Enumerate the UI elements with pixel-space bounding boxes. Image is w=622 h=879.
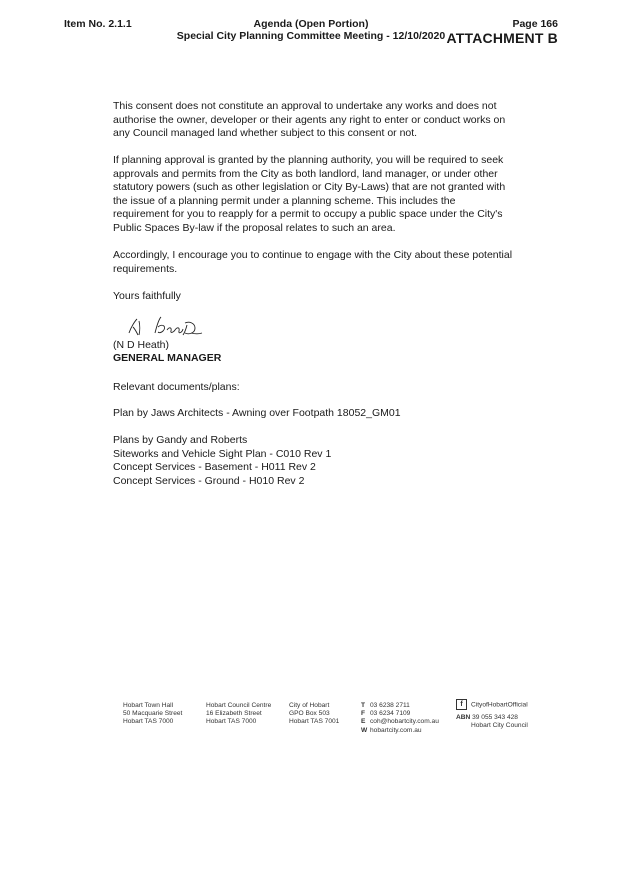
- footer-postal: [289, 702, 339, 727]
- footer-web: [361, 727, 439, 735]
- contact-value: 03 6238 2711: [370, 702, 410, 709]
- item-number: Item No. 2.1.1: [64, 18, 132, 30]
- contact-value[interactable]: coh@hobartcity.com.au: [370, 718, 439, 726]
- footer-line: GPO Box 503: [289, 710, 330, 718]
- paragraph-text: If planning approval is granted by the planning authority, you will be required to seek approvals and permits from the City as both landlord, land manager, or under other statutory powers (such as other legislation or City By-Laws) that are not granted with the issue of a planning permit under a planning scheme. This includes the requirement for you to reapply for a permit to occupy a public space under the City's Public Spaces By-law if the proposal relates to such an area.: [113, 154, 506, 234]
- signer-title: GENERAL MANAGER: [113, 352, 222, 364]
- footer-social: [456, 699, 528, 730]
- contact-key: W: [361, 726, 368, 734]
- footer-line: Hobart Town Hall: [123, 702, 174, 709]
- contact-key: F: [361, 710, 366, 718]
- attachment-label: ATTACHMENT B: [446, 30, 558, 46]
- footer-line: Hobart TAS 7001: [289, 718, 340, 726]
- abn-number: 39 055 343 428: [472, 714, 518, 721]
- page-number: Page 166: [512, 18, 558, 30]
- footer-email: [361, 718, 439, 726]
- facebook-handle: CityofHobartOfficial: [471, 701, 528, 709]
- paragraph-approvals: [113, 154, 513, 236]
- footer-line: City of Hobart: [289, 702, 330, 709]
- paragraph-engage: [113, 249, 513, 276]
- agenda-title: Agenda (Open Portion): [253, 18, 369, 30]
- plans-list: [113, 434, 513, 488]
- contact-key: T: [361, 702, 366, 709]
- footer-line: 16 Elizabeth Street: [206, 710, 262, 718]
- footer-contacts: [361, 702, 439, 735]
- footer-org: Hobart City Council: [471, 722, 528, 730]
- relevant-heading: Relevant documents/plans:: [113, 381, 240, 393]
- footer-council-centre: [206, 702, 271, 727]
- meeting-title: Special City Planning Committee Meeting - 12/10/2020: [176, 30, 446, 42]
- contact-key: E: [361, 718, 366, 726]
- abn-label: ABN: [456, 714, 471, 721]
- footer-facebook[interactable]: [456, 699, 528, 710]
- contact-value: 03 6234 7109: [370, 710, 411, 718]
- plan-jaws: Plan by Jaws Architects - Awning over Footpath 18052_GM01: [113, 407, 401, 419]
- footer-line: Hobart Council Centre: [206, 702, 272, 709]
- signer-name: (N D Heath): [113, 339, 170, 351]
- footer-line: Hobart TAS 7000: [206, 718, 257, 726]
- footer-line: Hobart TAS 7000: [123, 718, 174, 726]
- signature: [125, 313, 205, 341]
- footer-fax: [361, 710, 439, 718]
- page-info: [446, 18, 558, 46]
- contact-value[interactable]: hobartcity.com.au: [370, 726, 422, 734]
- footer-abn: [456, 714, 528, 722]
- plan-item: Concept Services - Ground - H010 Rev 2: [113, 474, 305, 487]
- plan-item: Siteworks and Vehicle Sight Plan - C010 Rev 1: [113, 447, 332, 460]
- plan-item: Concept Services - Basement - H011 Rev 2: [113, 461, 316, 474]
- plans-by: Plans by Gandy and Roberts: [113, 434, 248, 446]
- closing: Yours faithfully: [113, 290, 181, 302]
- paragraph-consent: [113, 100, 513, 141]
- footer-town-hall: [123, 702, 182, 727]
- paragraph-text: Accordingly, I encourage you to continue to engage with the City about these potential requirements.: [113, 249, 513, 275]
- footer-phone: [361, 702, 439, 710]
- facebook-icon: f: [456, 699, 467, 710]
- paragraph-text: This consent does not constitute an approval to undertake any works and does not authorise the owner, developer or their agents any right to enter or conduct works on any Council managed land whether subject to this consent or not.: [113, 100, 506, 140]
- footer-line: 50 Macquarie Street: [123, 710, 183, 718]
